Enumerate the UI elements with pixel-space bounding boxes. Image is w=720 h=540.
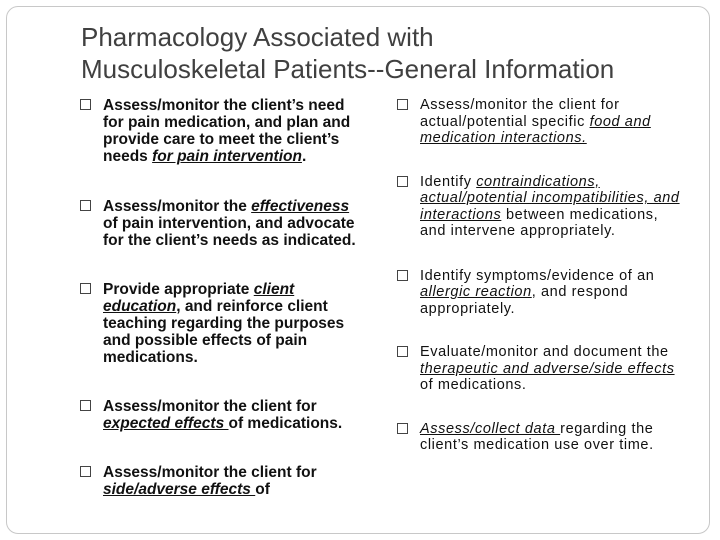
emphasis: expected effects [103, 415, 229, 432]
checkbox-bullet-icon [80, 200, 91, 211]
title-line-2: Musculoskeletal Patients--General Information [81, 54, 615, 84]
checkbox-bullet-icon [397, 346, 408, 357]
bullet-item: Assess/monitor the client for side/adverse effects of [80, 464, 365, 498]
checkbox-bullet-icon [397, 270, 408, 281]
bullet-item: Assess/collect data regarding the client’s medication use over time. [397, 421, 687, 454]
checkbox-bullet-icon [80, 283, 91, 294]
bullet-item: Identify symptoms/evidence of an allergic reaction, and respond appropriately. [397, 268, 687, 318]
emphasis: effectiveness [251, 198, 350, 215]
emphasis: food and medication interactions. [420, 113, 651, 146]
emphasis: side/adverse effects [103, 481, 256, 498]
bullet-item: Evaluate/monitor and document the therapeutic and adverse/side effects of medications. [397, 344, 687, 394]
emphasis: contraindications, actual/potential incompatibilities, and interactions [420, 173, 680, 223]
bullet-item: Assess/monitor the effectiveness of pain intervention, and advocate for the client’s needs as indicated. [80, 198, 365, 249]
checkbox-bullet-icon [397, 99, 408, 110]
bullet-item: Identify contraindications, actual/potential incompatibilities, and interactions between medications, and intervene appropriately. [397, 174, 687, 240]
emphasis: Assess/collect data [420, 420, 561, 437]
checkbox-bullet-icon [80, 99, 91, 110]
title-line-1: Pharmacology Associated with [81, 22, 434, 52]
emphasis: client education [103, 281, 295, 315]
bullet-item: Provide appropriate client education, and reinforce client teaching regarding the purposes and possible effects of pain medications. [80, 281, 365, 366]
right-column [397, 97, 687, 454]
emphasis: for pain intervention [152, 148, 302, 165]
checkbox-bullet-icon [80, 466, 91, 477]
left-column [80, 97, 365, 498]
bullet-item: Assess/monitor the client for expected effects of medications. [80, 398, 365, 432]
checkbox-bullet-icon [397, 176, 408, 187]
bullet-item: Assess/monitor the client’s need for pain medication, and plan and provide care to meet the client’s needs for pain intervention. [80, 97, 365, 165]
checkbox-bullet-icon [80, 400, 91, 411]
emphasis: allergic reaction [420, 284, 532, 300]
bullet-item: Assess/monitor the client for actual/potential specific food and medication interactions. [397, 97, 687, 147]
slide-title [81, 21, 701, 85]
checkbox-bullet-icon [397, 423, 408, 434]
emphasis: therapeutic and adverse/side effects [420, 360, 675, 377]
